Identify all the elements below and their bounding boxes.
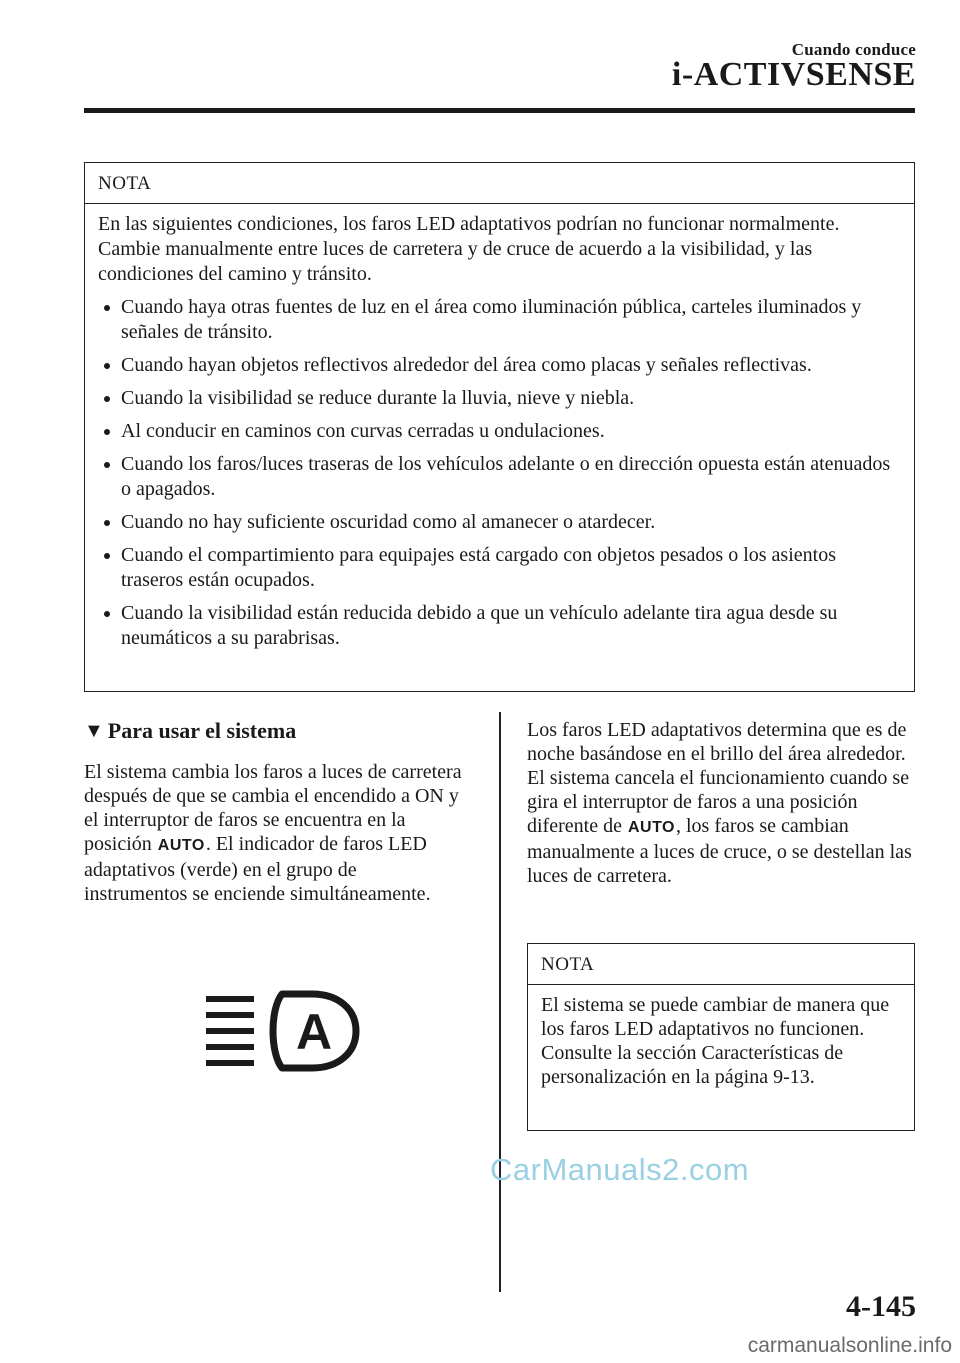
headlight-indicator-graphic xyxy=(204,989,360,1073)
note-title: NOTA xyxy=(85,163,914,204)
adaptive-led-headlight-indicator-icon xyxy=(204,989,360,1073)
left-paragraph: El sistema cambia los faros a luces de carretera después de que se cambia el encendido a ON y el interruptor de faros se encuentra en la posición AUTO. El indicador de faros LED adaptativos (verde) en el grupo de instrumentos se enciende simultáneamente. xyxy=(84,761,462,905)
right-column-text xyxy=(527,718,917,888)
condition-list xyxy=(98,295,902,651)
header-rule xyxy=(84,108,915,113)
note-text: El sistema se puede cambiar de manera que los faros LED adaptativos no funcionen. Consulte la sección Características de personalización en la página 9-13. xyxy=(541,994,890,1088)
bullet-icon xyxy=(104,553,110,559)
section-heading: ▼ Para usar el sistema xyxy=(84,718,297,743)
note-body xyxy=(528,985,914,1099)
auto-position-symbol: AUTO xyxy=(627,819,675,836)
triangle-down-icon: ▼ xyxy=(84,719,104,742)
bullet-icon xyxy=(104,611,110,617)
chapter-label: Cuando conduce xyxy=(791,40,916,59)
right-paragraph-2: El sistema cancela el funcionamiento cuando se gira el interruptor de faros a una posición diferente de AUTO, los faros se cambian manualmente a luces de cruce, o se destellan las luces de carretera. xyxy=(527,767,912,887)
bullet-icon xyxy=(104,396,110,402)
column-divider xyxy=(499,712,501,1292)
auto-position-symbol: AUTO xyxy=(157,837,205,854)
note-box-customization xyxy=(527,943,915,1131)
list-item: Cuando los faros/luces traseras de los vehículos adelante o en dirección opuesta están atenuados o apagados. xyxy=(98,452,902,502)
list-item: Cuando no hay suficiente oscuridad como al amanecer o atardecer. xyxy=(98,510,902,535)
list-item: Al conducir en caminos con curvas cerradas u ondulaciones. xyxy=(98,419,902,444)
indicator-letter: A xyxy=(295,1004,333,1060)
list-item: Cuando la visibilidad se reduce durante la lluvia, nieve y niebla. xyxy=(98,386,902,411)
bullet-icon xyxy=(104,363,110,369)
footer-site: carmanualsonline.info xyxy=(747,1334,952,1357)
list-item: Cuando el compartimiento para equipajes está cargado con objetos pesados o los asientos traseros están ocupados. xyxy=(98,543,902,593)
list-item: Cuando la visibilidad están reducida debido a que un vehículo adelante tira agua desde su neumáticos a su parabrisas. xyxy=(98,601,902,651)
list-item: Cuando hayan objetos reflectivos alrededor del área como placas y señales reflectivas. xyxy=(98,353,902,378)
section-title: i-ACTIVSENSE xyxy=(671,56,916,93)
watermark: CarManuals2.com xyxy=(490,1152,750,1187)
note-title: NOTA xyxy=(528,944,914,985)
note-intro: En las siguientes condiciones, los faros LED adaptativos podrían no funcionar normalmente. Cambie manualmente entre luces de carretera y de cruce de acuerdo a la visibilidad, y las condiciones del camino y tránsito. xyxy=(98,213,840,285)
page-number: 4-145 xyxy=(846,1290,916,1323)
bullet-icon xyxy=(104,520,110,526)
bullet-icon xyxy=(104,305,110,311)
right-paragraph-1: Los faros LED adaptativos determina que es de noche basándose en el brillo del área alrededor. xyxy=(527,719,907,765)
list-item: Cuando haya otras fuentes de luz en el área como iluminación pública, carteles iluminados y señales de tránsito. xyxy=(98,295,902,345)
note-box-conditions xyxy=(84,162,915,692)
left-column-text xyxy=(84,760,464,906)
bullet-icon xyxy=(104,429,110,435)
bullet-icon xyxy=(104,462,110,468)
note-body xyxy=(85,204,914,661)
